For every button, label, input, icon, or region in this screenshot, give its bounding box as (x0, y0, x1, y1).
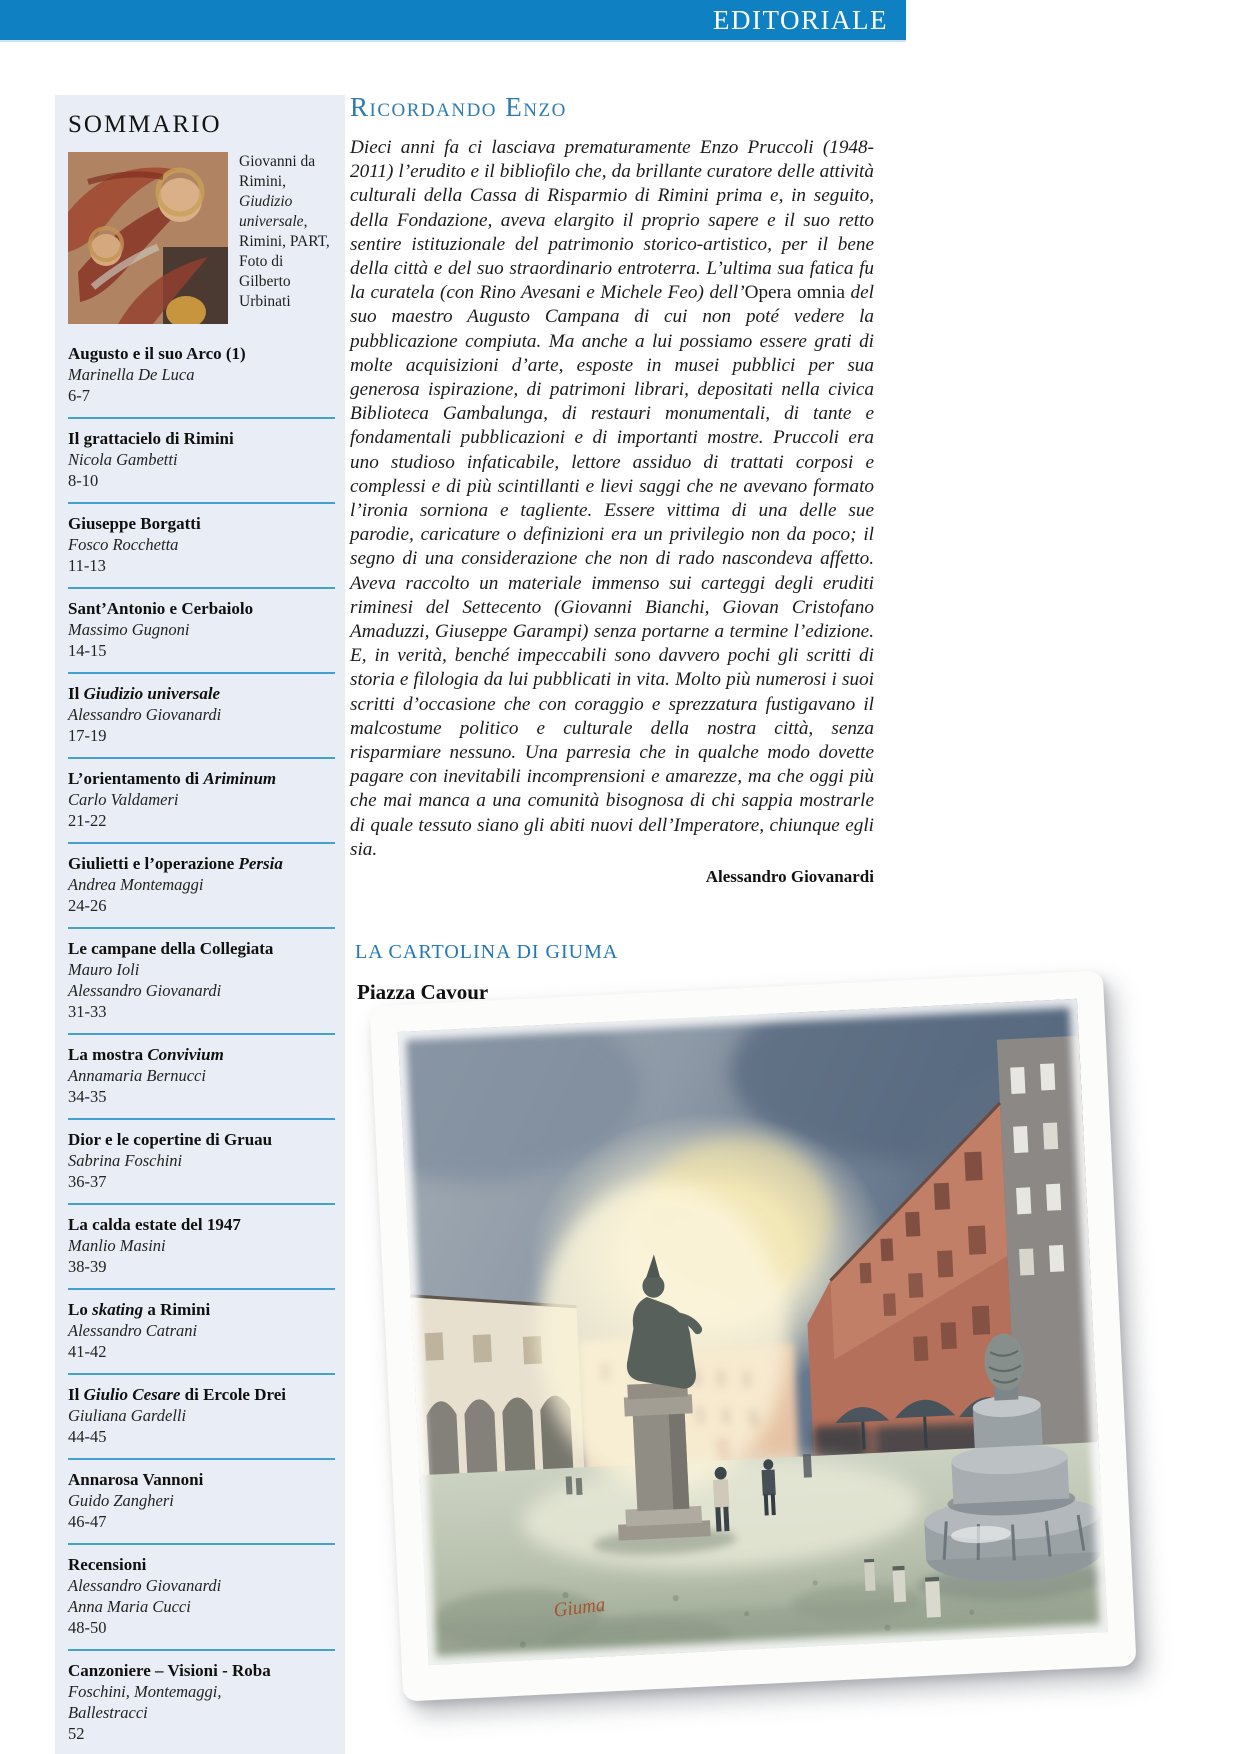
toc-entry-title: Le campane della Collegiata (68, 939, 274, 958)
toc-entry-title: Dior e le copertine di Gruau (68, 1130, 273, 1149)
toc-entry (68, 929, 335, 1035)
toc-entry (68, 504, 335, 589)
toc-entry-pages: 41-42 (68, 1342, 107, 1361)
toc-entry-authors: Alessandro Giovanardi Anna Maria Cucci (68, 1576, 222, 1616)
toc-entry (68, 674, 335, 759)
toc-entry-pages: 21-22 (68, 811, 107, 830)
toc-entry-authors: Marinella De Luca (68, 365, 195, 384)
toc-entry (68, 759, 335, 844)
fresco-thumbnail-art (68, 152, 228, 324)
cover-thumbnail-image (68, 152, 228, 324)
page-section-title: EDITORIALE (713, 4, 888, 35)
article-title: Ricordando Enzo (350, 92, 567, 122)
cartolina-heading: LA CARTOLINA DI GIUMA (355, 941, 619, 963)
toc-entry-title: Lo skating a Rimini (68, 1300, 211, 1319)
header-bar (0, 0, 906, 42)
toc-entry-title: Sant’Antonio e Cerbaiolo (68, 599, 254, 618)
postcard (369, 970, 1136, 1701)
article-paragraph-part2: del suo maestro Augusto Campana di cui non poté vedere la pubblicazione compiuta. Ma anche a lui possiamo essere grati di molte acquisizioni d’arte, esposte in musei pubblici per sua generosa ispirazione, di patrimoni librari, depositati nella civica Biblioteca Gambalunga, di restauri monumentali, di tante e fondamentali pubblicazioni e di importanti mostre. Pruccoli era uno studioso infaticabile, lettore assiduo di trattati corposi e complessi e di più scintillanti e lievi saggi che ne avevano formato l’ironia sorniona e tagliente. Essere vittima di una delle sue parodie, caricature o definizioni era un privilegio non da poco; il segno di una considerazione che non di rado nascondeva affetto. Aveva raccolto un materiale immenso sui carteggi degli eruditi riminesi del Settecento (Giovanni Bianchi, Giovan Cristofano Amaduzzi, Giuseppe Garampi) senza portarne a termine l’edizione. E, in verità, benché impeccabili sono davvero pochi gli scritti di storia e filologia da lui pubblicati in vita. Molto più numerosi i suoi scritti d’occasione che con coraggio e sprezzatura fustigavano il malcostume politico e culturale della nostra città, senza risparmiare nessuno. Una parresia che in qualche modo dovette pagare con inevitabili incomprensioni e amarezze, ma che oggi più che mai manca a una comunità bisognosa di chi sappia mostrarle di quale tessuto siano gli abiti nuovi dell’Imperatore, chiunque egli sia. (350, 282, 874, 860)
toc-entry-title: Giuseppe Borgatti (68, 514, 201, 533)
toc-entry-authors: Alessandro Catrani (68, 1321, 198, 1340)
sommario-sidebar (55, 95, 345, 1754)
toc-entry-title: Recensioni (68, 1555, 147, 1574)
toc-entry-pages: 11-13 (68, 556, 106, 575)
toc-entry-title: Il grattacielo di Rimini (68, 429, 234, 448)
toc-entry (68, 589, 335, 674)
toc-entry-pages: 52 (68, 1724, 85, 1743)
toc-entry-title: Annarosa Vannoni (68, 1470, 204, 1489)
toc-entry (68, 1375, 335, 1460)
caption-text: Giovanni da Rimini, (239, 153, 316, 190)
toc-entry (68, 1545, 335, 1651)
piazza-cavour-watercolor (398, 999, 1108, 1665)
toc-entry-authors: Manlio Masini (68, 1236, 166, 1255)
toc-entry-authors: Sabrina Foschini (68, 1151, 183, 1170)
toc-entry-pages: 17-19 (68, 726, 107, 745)
toc-entry-title: Augusto e il suo Arco (1) (68, 344, 246, 363)
cover-block (68, 152, 335, 324)
toc-entry-pages: 46-47 (68, 1512, 107, 1531)
article-book-title: Opera omnia (744, 282, 845, 304)
toc-entry-authors: Foschini, Montemaggi, Ballestracci (68, 1682, 222, 1722)
toc-entry-pages: 14-15 (68, 641, 107, 660)
toc-entry-authors: Guido Zangheri (68, 1491, 174, 1510)
toc-entry (68, 334, 335, 419)
toc-entry-authors: Nicola Gambetti (68, 450, 178, 469)
toc-entry-title: Il Giudizio universale (68, 684, 221, 703)
toc-entry (68, 1290, 335, 1375)
toc-entry-pages: 8-10 (68, 471, 99, 490)
toc-entry-title: Giulietti e l’operazione Persia (68, 854, 283, 873)
toc-entry-authors: Fosco Rocchetta (68, 535, 179, 554)
toc-entry (68, 1035, 335, 1120)
caption-work-title: Giudizio universale (239, 193, 304, 230)
article-signature: Alessandro Giovanardi (705, 867, 874, 887)
toc-entry-authors: Mauro Ioli Alessandro Giovanardi (68, 960, 222, 1000)
toc-entry-authors: Andrea Montemaggi (68, 875, 204, 894)
toc-entry-title: Canzoniere – Visioni - Roba (68, 1661, 271, 1680)
toc-entry-authors: Massimo Gugnoni (68, 620, 190, 639)
artist-signature: Giuma (552, 1594, 607, 1622)
toc-entry (68, 1460, 335, 1545)
toc-entry-title: L’orientamento di Ariminum (68, 769, 277, 788)
article-paragraph-part1: Dieci anni fa ci lasciava prematuramente Enzo Pruccoli (1948-2011) l’erudito e il bibliofilo che, da brillante curatore delle attività culturali della Cassa di Risparmio di Rimini prima e, in seguito, della Fondazione, aveva elargito il proprio sapere e il suo retto sentire istituzionale del patrimonio storico-artistico, per il bene della città e del suo straordinario entroterra. L’ultima sua fatica fu la curatela (con Rino Avesani e Michele Feo) dell’ (350, 137, 874, 304)
toc-entry (68, 419, 335, 504)
toc-entry-pages: 38-39 (68, 1257, 107, 1276)
toc-entry-pages: 31-33 (68, 1002, 107, 1021)
toc-entry-pages: 24-26 (68, 896, 107, 915)
toc-entry-authors: Annamaria Bernucci (68, 1066, 206, 1085)
cartolina-subtitle: Piazza Cavour (357, 980, 489, 1004)
toc-entry (68, 1651, 335, 1754)
toc-entry-title: Il Giulio Cesare di Ercole Drei (68, 1385, 287, 1404)
toc-entry-pages: 34-35 (68, 1087, 107, 1106)
toc-entry-authors: Giuliana Gardelli (68, 1406, 187, 1425)
toc-entry-pages: 44-45 (68, 1427, 107, 1446)
toc-entry-authors: Carlo Valdameri (68, 790, 179, 809)
toc-entry-title: La calda estate del 1947 (68, 1215, 241, 1234)
toc-entry-pages: 36-37 (68, 1172, 107, 1191)
toc-entry (68, 1205, 335, 1290)
toc-entry (68, 844, 335, 929)
toc-entry-pages: 48-50 (68, 1618, 107, 1637)
toc-entry-authors: Alessandro Giovanardi (68, 705, 222, 724)
cover-caption (239, 152, 335, 324)
toc-entry-title: La mostra Convivium (68, 1045, 224, 1064)
caption-text-2: , Rimini, PART, Foto di Gilberto Urbinati (239, 213, 330, 310)
article-body (350, 136, 874, 889)
toc-entry (68, 1120, 335, 1205)
sommario-title: SOMMARIO (68, 111, 222, 138)
toc-entry-pages: 6-7 (68, 386, 90, 405)
toc-list (68, 334, 335, 1754)
